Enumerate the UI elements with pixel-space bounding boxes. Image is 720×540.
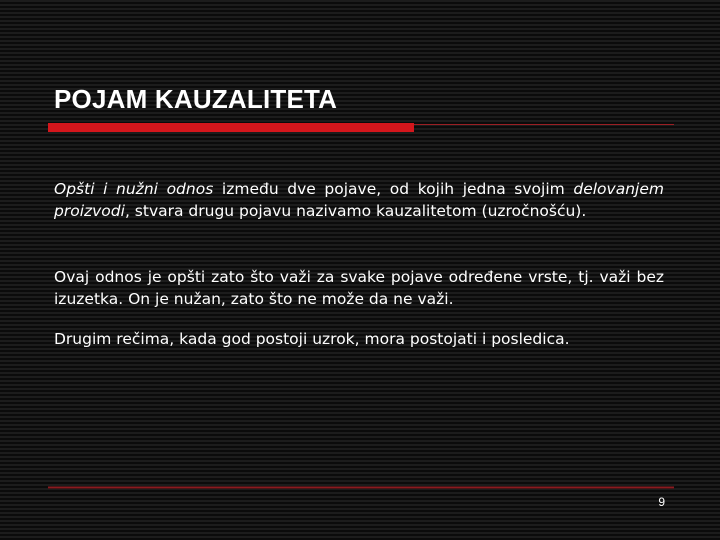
paragraph-text: između dve pojave, od kojih jedna svojim	[213, 180, 574, 198]
slide-title: POJAM KAUZALITETA	[54, 84, 338, 114]
paragraph-cause-effect: Drugim rečima, kada god postoji uzrok, mora postojati i posledica.	[54, 330, 570, 348]
paragraph-definition	[54, 178, 664, 222]
title-underline-accent	[48, 123, 414, 132]
paragraph-general-necessary: Ovaj odnos je opšti zato što važi za svake pojave određene vrste, tj. važi bez izuzetka. On je nužan, zato što ne može da ne važi.	[54, 268, 664, 308]
page-number: 9	[658, 495, 665, 509]
paragraph-text: , stvara drugu pojavu nazivamo kauzalitetom (uzročnošću).	[124, 202, 587, 220]
italic-phrase-delovanjem: delovanjem proizvodi	[54, 180, 664, 220]
slide-body	[54, 178, 664, 350]
italic-phrase-opsti: Opšti i nužni odnos	[54, 180, 214, 198]
footer-rule-line	[48, 487, 674, 488]
